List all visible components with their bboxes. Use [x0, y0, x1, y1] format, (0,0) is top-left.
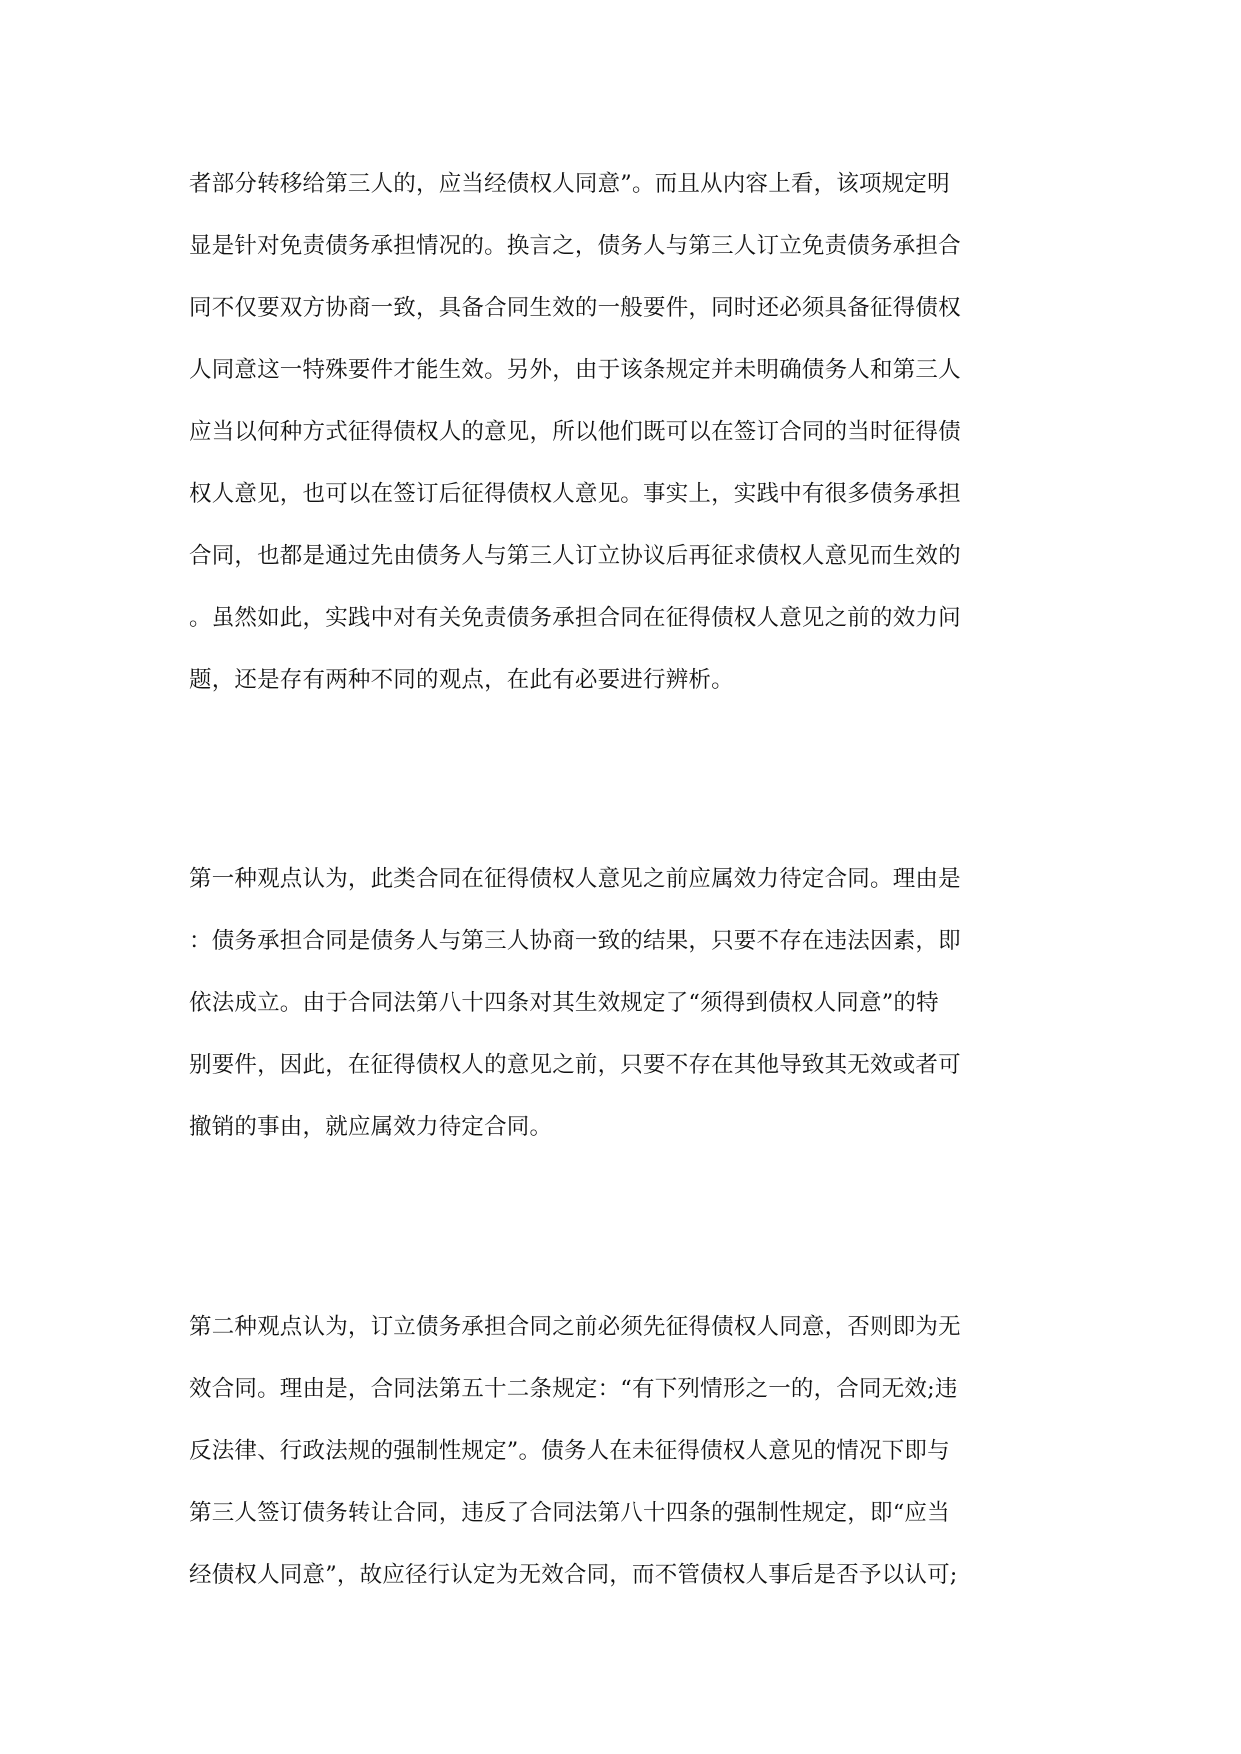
text-line: 撤销的事由，就应属效力待定合同。 — [189, 1114, 553, 1140]
text-line: 同不仅要双方协商一致，具备合同生效的一般要件，同时还必须具备征得债权 — [189, 295, 961, 321]
text-line: 第一种观点认为，此类合同在征得债权人意见之前应属效力待定合同。理由是 — [189, 866, 961, 892]
text-line: 第二种观点认为，订立债务承担合同之前必须先征得债权人同意，否则即为无 — [189, 1314, 961, 1340]
text-line: 反法律、行政法规的强制性规定”。债务人在未征得债权人意见的情况下即与 — [189, 1438, 950, 1464]
text-line: 显是针对免责债务承担情况的。换言之，债务人与第三人订立免责债务承担合 — [189, 233, 961, 259]
paragraph-2 — [189, 848, 1059, 1158]
text-line: 者部分转移给第三人的，应当经债权人同意”。而且从内容上看，该项规定明 — [189, 171, 950, 197]
text-line: 。虽然如此，实践中对有关免责债务承担合同在征得债权人意见之前的效力问 — [189, 605, 961, 631]
text-line: 题，还是存有两种不同的观点，在此有必要进行辨析。 — [189, 667, 734, 693]
paragraph-3 — [189, 1296, 1059, 1606]
text-line: ：债务承担合同是债务人与第三人协商一致的结果，只要不存在违法因素，即 — [189, 928, 961, 954]
text-line: 经债权人同意”，故应径行认定为无效合同，而不管债权人事后是否予以认可; — [189, 1562, 958, 1588]
text-line: 第三人签订债务转让合同，违反了合同法第八十四条的强制性规定，即“应当 — [189, 1500, 950, 1526]
text-line: 依法成立。由于合同法第八十四条对其生效规定了“须得到债权人同意”的特 — [189, 990, 939, 1016]
text-line: 合同，也都是通过先由债务人与第三人订立协议后再征求债权人意见而生效的 — [189, 543, 961, 569]
paragraph-1 — [189, 153, 1059, 711]
text-line: 权人意见，也可以在签订后征得债权人意见。事实上，实践中有很多债务承担 — [189, 481, 961, 507]
text-line: 效合同。理由是，合同法第五十二条规定：“有下列情形之一的，合同无效;违 — [189, 1376, 958, 1402]
text-line: 应当以何种方式征得债权人的意见，所以他们既可以在签订合同的当时征得债 — [189, 419, 961, 445]
text-line: 别要件，因此，在征得债权人的意见之前，只要不存在其他导致其无效或者可 — [189, 1052, 961, 1078]
text-line: 人同意这一特殊要件才能生效。另外，由于该条规定并未明确债务人和第三人 — [189, 357, 961, 383]
